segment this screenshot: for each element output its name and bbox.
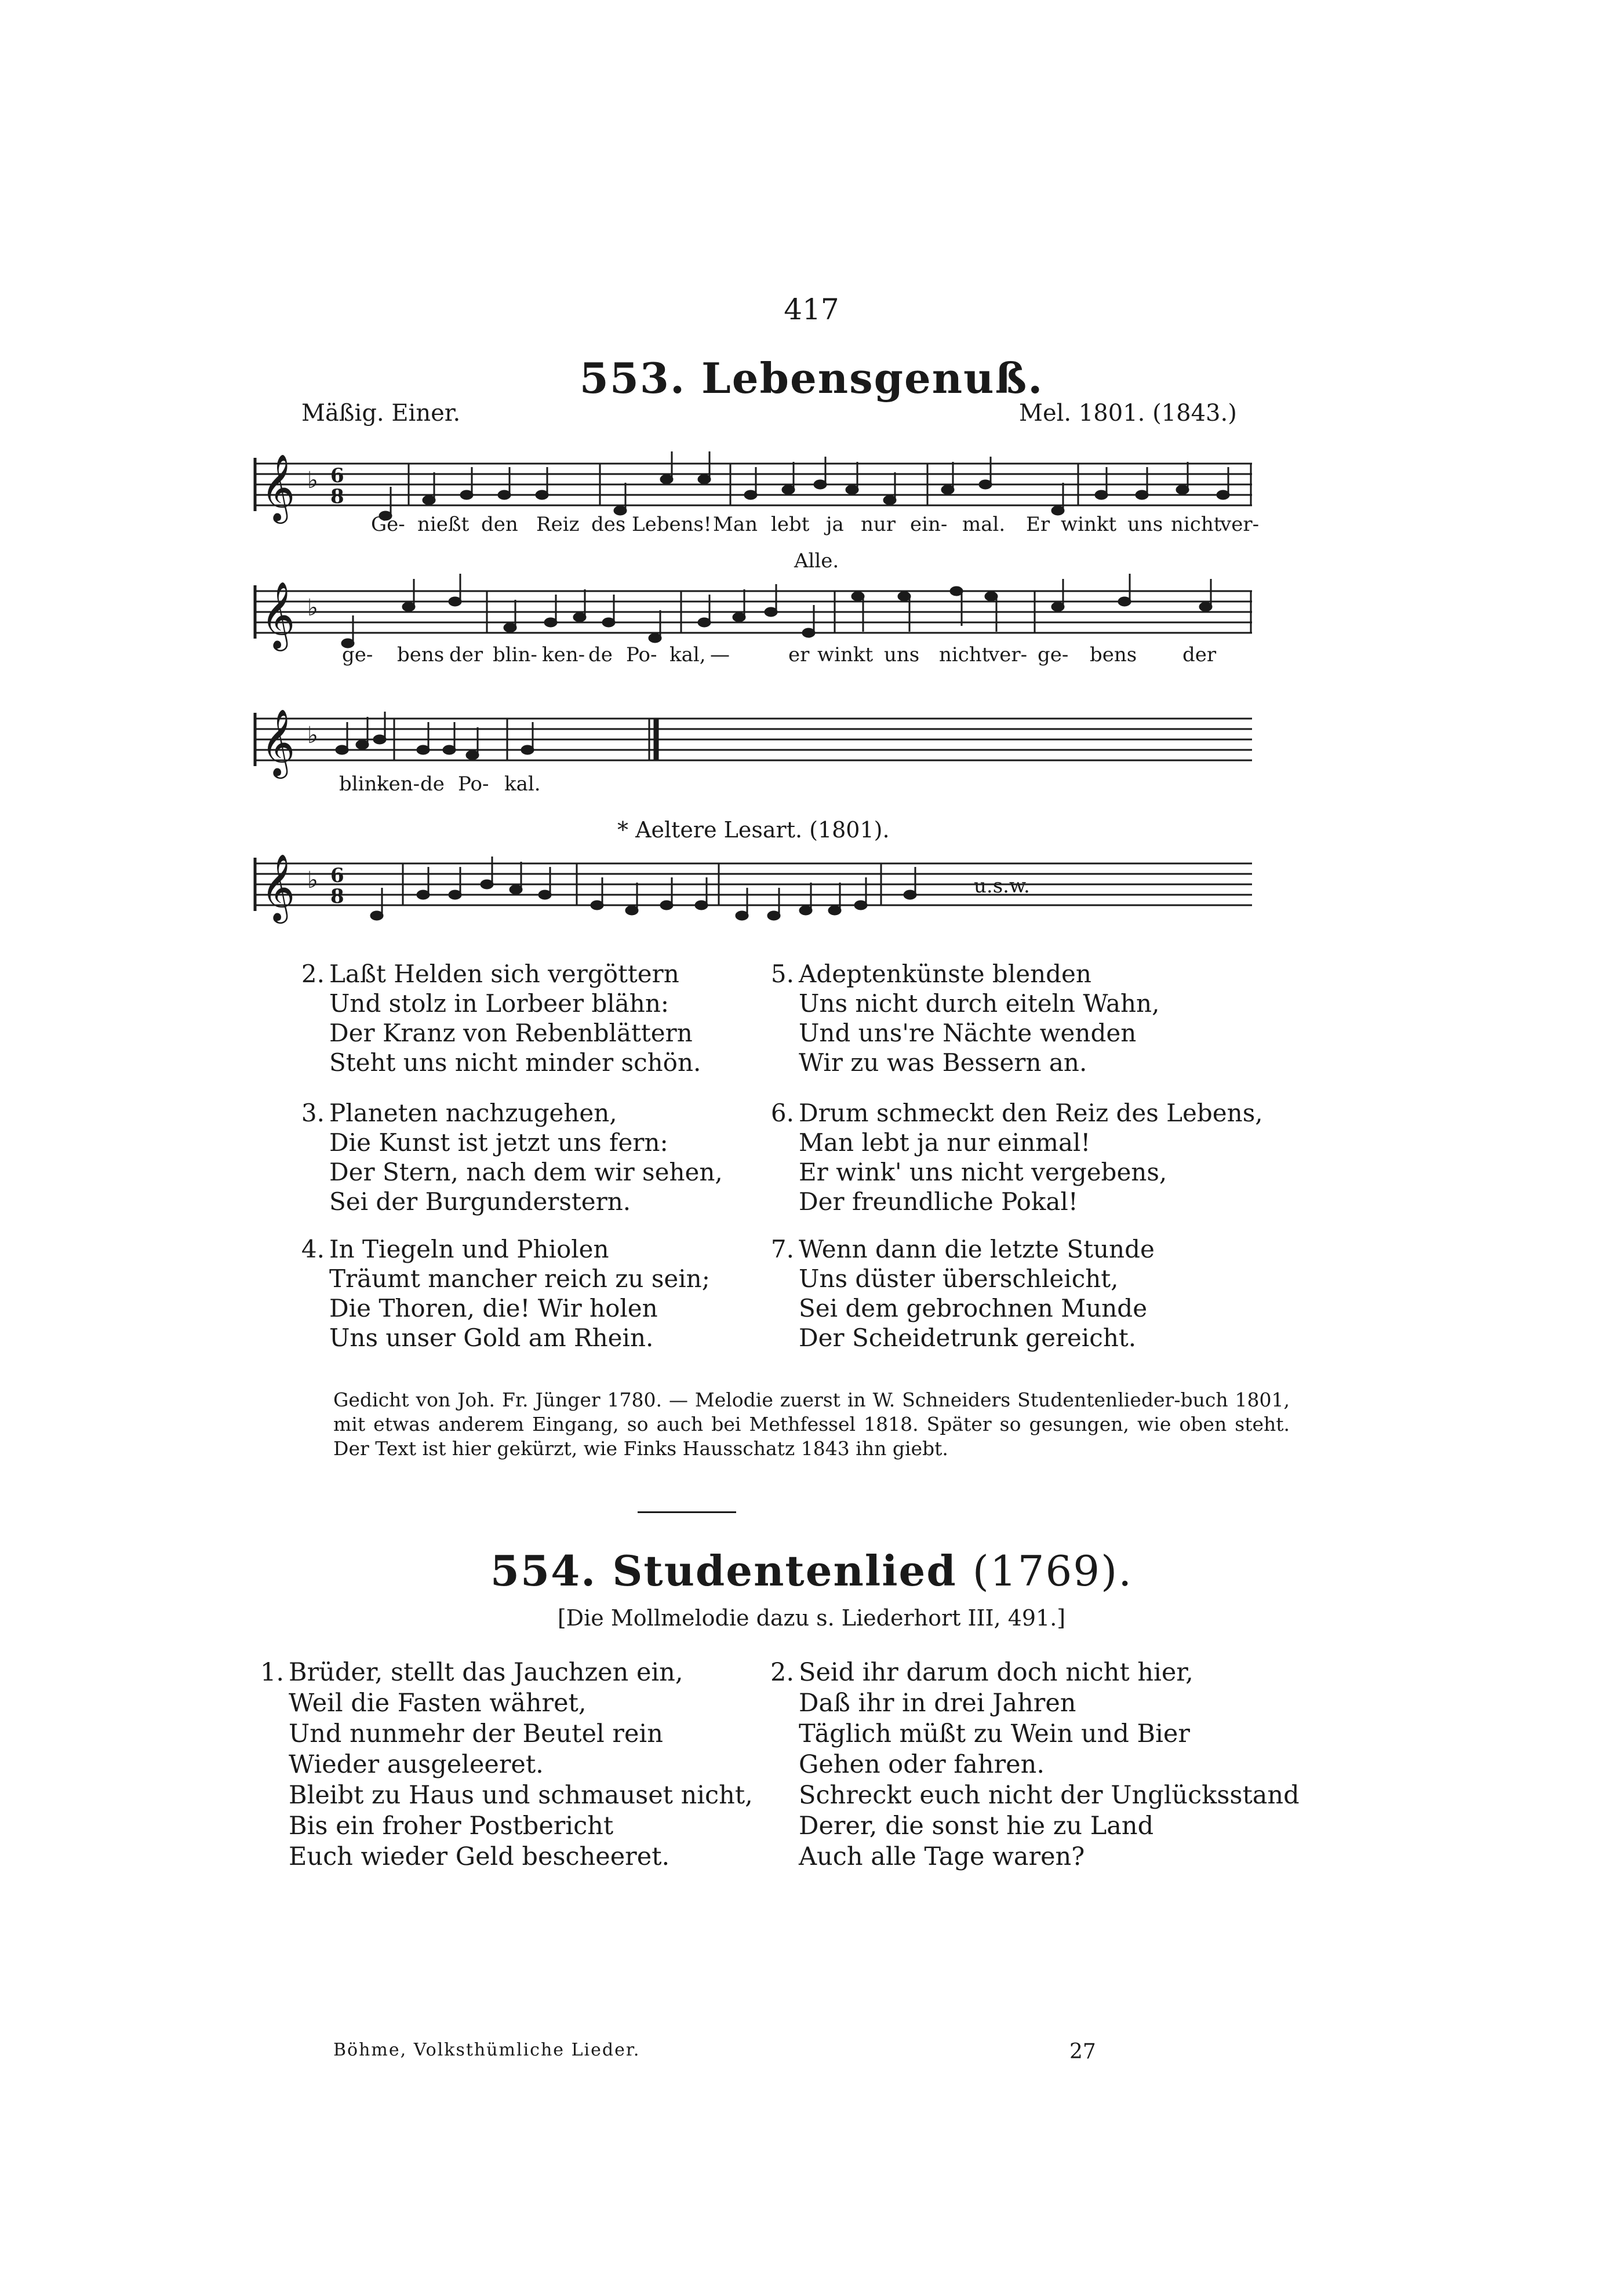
svg-text:♭: ♭	[307, 722, 318, 749]
lyric-syllable: Ge-	[371, 513, 405, 536]
lyric-syllable: Po-	[626, 643, 657, 666]
song-554-subtitle: [Die Mollmelodie dazu s. Liederhort III, 491.]	[557, 1605, 1066, 1631]
svg-text:8: 8	[330, 885, 344, 908]
lyric-syllable: blin-	[493, 643, 537, 666]
lyric-syllable: nicht	[1171, 513, 1222, 536]
verse-7: 7. Wenn dann die letzte Stunde Uns düster überschleicht, Sei dem gebrochnen Munde Der Scheidetrunk gereicht.	[770, 1235, 1155, 1352]
lyric-syllable: ein-	[910, 513, 948, 536]
lyric-syllable: er	[788, 643, 810, 666]
song-553-title: Lebensgenuß.	[701, 353, 1044, 403]
lyric-syllable: des	[591, 513, 626, 536]
svg-text:♭: ♭	[307, 595, 318, 621]
lyrics-row-1	[371, 513, 1260, 542]
svg-text:♭: ♭	[307, 867, 318, 894]
footer-signature: 27	[1069, 2040, 1096, 2064]
song-553-heading	[0, 353, 1623, 403]
lyric-syllable: der	[1182, 643, 1217, 666]
lyric-syllable: bens	[397, 643, 445, 666]
song-554-year: (1769).	[972, 1547, 1133, 1595]
lyric-syllable: nur	[861, 513, 896, 536]
lyric-syllable: ge-	[1038, 643, 1069, 666]
lyric-syllable: kal.	[504, 772, 541, 796]
lyrics-row-2	[342, 643, 1252, 672]
lyric-syllable: kal,	[669, 643, 706, 666]
song-554-verse-2: 2. Seid ihr darum doch nicht hier, Daß ihr in drei Jahren Täglich müßt zu Wein und Bier Gehen oder fahren. Schreckt euch nicht der Unglücksstand Derer, die sonst hie zu Land Auch alle Tage waren?	[770, 1658, 1300, 1871]
song-554-heading	[0, 1546, 1623, 1595]
music-staff-variant	[255, 846, 1252, 927]
lyric-syllable: Po-	[458, 772, 489, 796]
svg-text:6: 6	[330, 864, 344, 887]
lyric-syllable: uns	[1127, 513, 1163, 536]
lyric-syllable: ken-	[377, 772, 420, 796]
song-554-title: Studentenlied	[612, 1546, 957, 1595]
lyric-syllable: winkt	[1061, 513, 1117, 536]
svg-text:8: 8	[330, 485, 344, 508]
variant-etc: u.s.w.	[974, 874, 1030, 898]
svg-text:𝄞: 𝄞	[261, 853, 296, 921]
page-number: 417	[784, 293, 839, 326]
lyric-syllable: de	[588, 643, 613, 666]
lyric-syllable: winkt	[817, 643, 874, 666]
lyric-syllable: lebt	[771, 513, 810, 536]
lyric-syllable: —	[710, 643, 730, 666]
verse-6: 6. Drum schmeckt den Reiz des Lebens, Man lebt ja nur einmal! Er wink' uns nicht vergebens, Der freundliche Pokal!	[770, 1099, 1263, 1216]
lyric-syllable: ja	[826, 513, 844, 536]
lyric-syllable: nicht	[939, 643, 990, 666]
time-signature: 6	[330, 464, 344, 487]
lyric-syllable: der	[449, 643, 483, 666]
svg-text:𝄞: 𝄞	[261, 581, 296, 648]
flat-icon: ♭	[307, 467, 318, 494]
lyric-syllable: blin-	[339, 772, 384, 796]
music-staff-2	[255, 574, 1252, 655]
lyric-syllable: ver-	[988, 643, 1028, 666]
lyric-syllable: ver-	[1220, 513, 1260, 536]
lyric-syllable: Reiz	[536, 513, 580, 536]
section-divider	[638, 1511, 736, 1513]
verse-5: 5. Adeptenkünste blenden Uns nicht durch eiteln Wahn, Und uns're Nächte wenden Wir zu was Bessern an.	[770, 960, 1160, 1077]
choir-label: Alle.	[794, 549, 839, 573]
variant-label: * Aeltere Lesart. (1801).	[617, 817, 890, 843]
lyric-syllable: ken-	[542, 643, 585, 666]
lyric-syllable: ge-	[342, 643, 373, 666]
verse-3: 3. Planeten nachzugehen, Die Kunst ist jetzt uns fern: Der Stern, nach dem wir sehen, Sei der Burgunderstern.	[301, 1099, 723, 1216]
lyric-syllable: bens	[1090, 643, 1137, 666]
verse-2: 2. Laßt Helden sich vergöttern Und stolz in Lorbeer blähn: Der Kranz von Rebenblättern Steht uns nicht minder schön.	[301, 960, 701, 1077]
lyric-syllable: mal.	[962, 513, 1006, 536]
song-554-number: 554.	[490, 1546, 597, 1595]
lyric-syllable: den	[481, 513, 518, 536]
lyrics-row-3	[339, 772, 687, 801]
lyric-syllable: uns	[884, 643, 920, 666]
svg-text:𝄞: 𝄞	[261, 708, 296, 776]
melody-reference: Mel. 1801. (1843.)	[1019, 400, 1237, 427]
source-note: Gedicht von Joh. Fr. Jünger 1780. — Melodie zuerst in W. Schneiders Studentenlieder-buch 1801, mit etwas anderem Eingang, so auch bei Methfessel 1818. Später so gesungen, wie oben steht. Der Text ist hier gekürzt, wie Finks Hausschatz 1843 ihn giebt.	[333, 1388, 1290, 1460]
lyric-syllable: nießt	[417, 513, 470, 536]
lyric-syllable: Man	[713, 513, 758, 536]
song-553-number: 553.	[579, 353, 686, 403]
verse-4: 4. In Tiegeln und Phiolen Träumt mancher reich zu sein; Die Thoren, die! Wir holen Uns unser Gold am Rhein.	[301, 1235, 710, 1352]
treble-clef-icon: 𝄞	[261, 453, 296, 521]
lyric-syllable: Lebens!	[632, 513, 712, 536]
tempo-marking: Mäßig. Einer.	[301, 400, 461, 427]
song-554-verse-1: 1. Brüder, stellt das Jauchzen ein, Weil die Fasten währet, Und nunmehr der Beutel rein Wieder ausgeleeret. Bleibt zu Haus und schmauset nicht, Bis ein froher Postbericht Euch wieder Geld bescheeret.	[260, 1658, 753, 1871]
lyric-syllable: de	[420, 772, 445, 796]
lyric-syllable: Er	[1026, 513, 1050, 536]
music-staff-3	[255, 701, 1252, 782]
footer-book-title: Böhme, Volksthümliche Lieder.	[333, 2040, 641, 2060]
